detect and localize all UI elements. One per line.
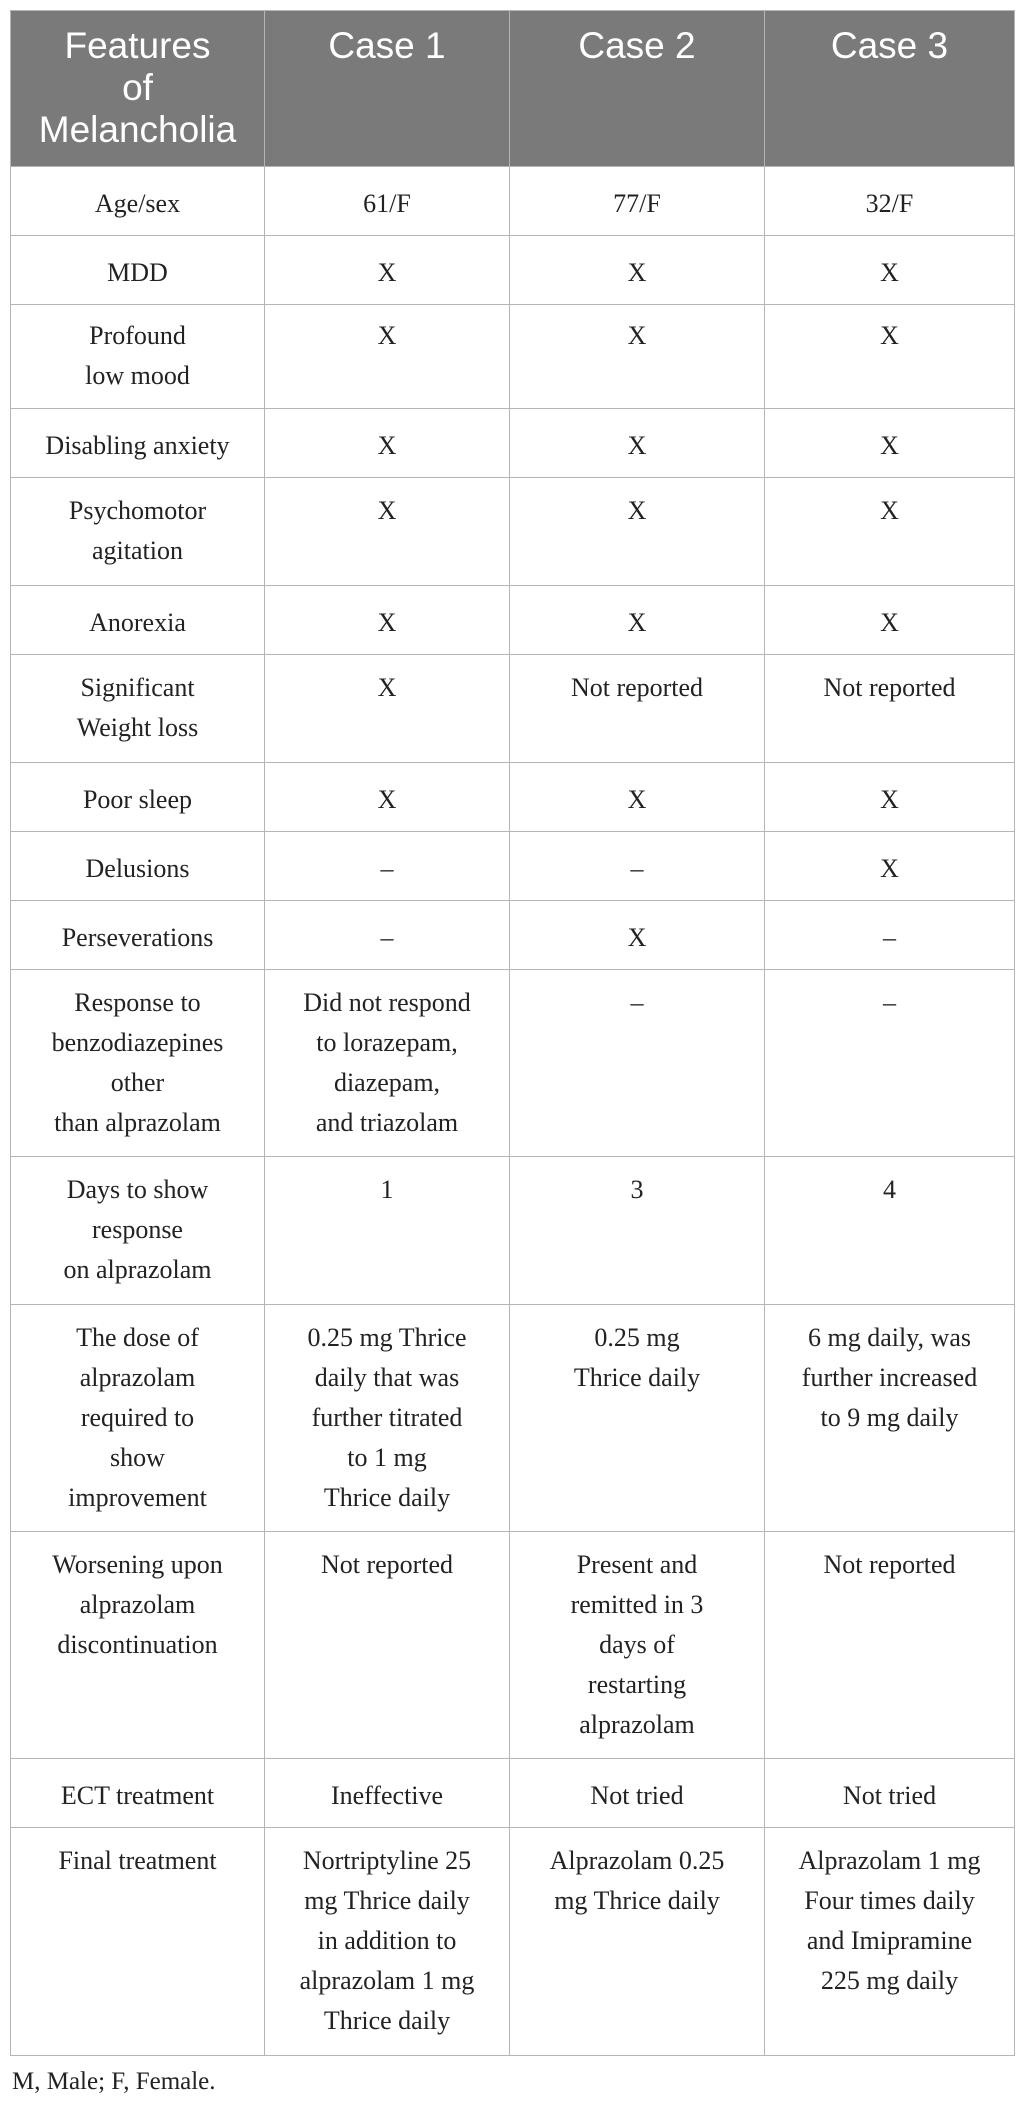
case-1-cell: Did not respond to lorazepam, diazepam, and triazolam xyxy=(265,970,510,1157)
case-3-cell: 4 xyxy=(765,1157,1015,1305)
case-2-cell: X xyxy=(510,305,765,409)
feature-cell: Final treatment xyxy=(11,1828,265,2056)
case-2-cell: Alprazolam 0.25 mg Thrice daily xyxy=(510,1828,765,2056)
case-2-cell: X xyxy=(510,901,765,970)
table-row xyxy=(11,901,1015,970)
header-case-3: Case 3 xyxy=(765,11,1015,167)
case-2-cell: X xyxy=(510,763,765,832)
feature-cell: Days to show response on alprazolam xyxy=(11,1157,265,1305)
case-2-cell: – xyxy=(510,970,765,1157)
table-row xyxy=(11,478,1015,586)
table-row xyxy=(11,1157,1015,1305)
feature-cell: ECT treatment xyxy=(11,1759,265,1828)
table-row xyxy=(11,167,1015,236)
case-1-cell: Nortriptyline 25 mg Thrice daily in addition to alprazolam 1 mg Thrice daily xyxy=(265,1828,510,2056)
case-3-cell: Not reported xyxy=(765,655,1015,763)
feature-cell: Poor sleep xyxy=(11,763,265,832)
table-row xyxy=(11,970,1015,1157)
feature-cell: Anorexia xyxy=(11,586,265,655)
table-row xyxy=(11,655,1015,763)
table-row xyxy=(11,586,1015,655)
feature-cell: Age/sex xyxy=(11,167,265,236)
table-row xyxy=(11,1305,1015,1532)
table-footnote: M, Male; F, Female. xyxy=(12,2068,216,2095)
case-1-cell: X xyxy=(265,409,510,478)
case-3-cell: X xyxy=(765,478,1015,586)
melancholia-features-table-wrapper xyxy=(10,10,1014,2056)
header-case-2: Case 2 xyxy=(510,11,765,167)
table-row xyxy=(11,1828,1015,2056)
table-row xyxy=(11,832,1015,901)
table-header xyxy=(11,11,1015,167)
table-row xyxy=(11,1759,1015,1828)
case-1-cell: – xyxy=(265,901,510,970)
feature-cell: Delusions xyxy=(11,832,265,901)
case-3-cell: Not tried xyxy=(765,1759,1015,1828)
header-features: Features of Melancholia xyxy=(11,11,265,167)
case-2-cell: X xyxy=(510,236,765,305)
case-2-cell: – xyxy=(510,832,765,901)
case-3-cell: X xyxy=(765,832,1015,901)
case-1-cell: – xyxy=(265,832,510,901)
header-row xyxy=(11,11,1015,167)
feature-cell: Psychomotor agitation xyxy=(11,478,265,586)
case-3-cell: – xyxy=(765,901,1015,970)
case-1-cell: X xyxy=(265,305,510,409)
case-2-cell: Present and remitted in 3 days of restarting alprazolam xyxy=(510,1532,765,1759)
case-3-cell: X xyxy=(765,409,1015,478)
case-3-cell: X xyxy=(765,586,1015,655)
table-row xyxy=(11,1532,1015,1759)
table-row xyxy=(11,305,1015,409)
feature-cell: Worsening upon alprazolam discontinuation xyxy=(11,1532,265,1759)
case-3-cell: Alprazolam 1 mg Four times daily and Imipramine 225 mg daily xyxy=(765,1828,1015,2056)
case-1-cell: X xyxy=(265,236,510,305)
case-2-cell: 3 xyxy=(510,1157,765,1305)
feature-cell: Perseverations xyxy=(11,901,265,970)
table-row xyxy=(11,236,1015,305)
case-2-cell: X xyxy=(510,586,765,655)
case-1-cell: X xyxy=(265,478,510,586)
case-2-cell: X xyxy=(510,478,765,586)
case-1-cell: Ineffective xyxy=(265,1759,510,1828)
feature-cell: Significant Weight loss xyxy=(11,655,265,763)
case-1-cell: Not reported xyxy=(265,1532,510,1759)
feature-cell: Response to benzodiazepines other than alprazolam xyxy=(11,970,265,1157)
case-2-cell: 0.25 mg Thrice daily xyxy=(510,1305,765,1532)
case-1-cell: X xyxy=(265,655,510,763)
case-1-cell: 0.25 mg Thrice daily that was further titrated to 1 mg Thrice daily xyxy=(265,1305,510,1532)
case-2-cell: X xyxy=(510,409,765,478)
table-row xyxy=(11,763,1015,832)
case-3-cell: Not reported xyxy=(765,1532,1015,1759)
feature-cell: Disabling anxiety xyxy=(11,409,265,478)
feature-cell: MDD xyxy=(11,236,265,305)
case-1-cell: X xyxy=(265,586,510,655)
case-3-cell: X xyxy=(765,236,1015,305)
case-1-cell: X xyxy=(265,763,510,832)
melancholia-features-table xyxy=(10,10,1015,2056)
case-1-cell: 1 xyxy=(265,1157,510,1305)
feature-cell: Profound low mood xyxy=(11,305,265,409)
case-1-cell: 61/F xyxy=(265,167,510,236)
case-3-cell: – xyxy=(765,970,1015,1157)
feature-cell: The dose of alprazolam required to show improvement xyxy=(11,1305,265,1532)
case-3-cell: X xyxy=(765,305,1015,409)
header-case-1: Case 1 xyxy=(265,11,510,167)
table-body xyxy=(11,167,1015,2056)
case-3-cell: 6 mg daily, was further increased to 9 mg daily xyxy=(765,1305,1015,1532)
table-row xyxy=(11,409,1015,478)
case-3-cell: 32/F xyxy=(765,167,1015,236)
case-3-cell: X xyxy=(765,763,1015,832)
case-2-cell: 77/F xyxy=(510,167,765,236)
case-2-cell: Not reported xyxy=(510,655,765,763)
case-2-cell: Not tried xyxy=(510,1759,765,1828)
